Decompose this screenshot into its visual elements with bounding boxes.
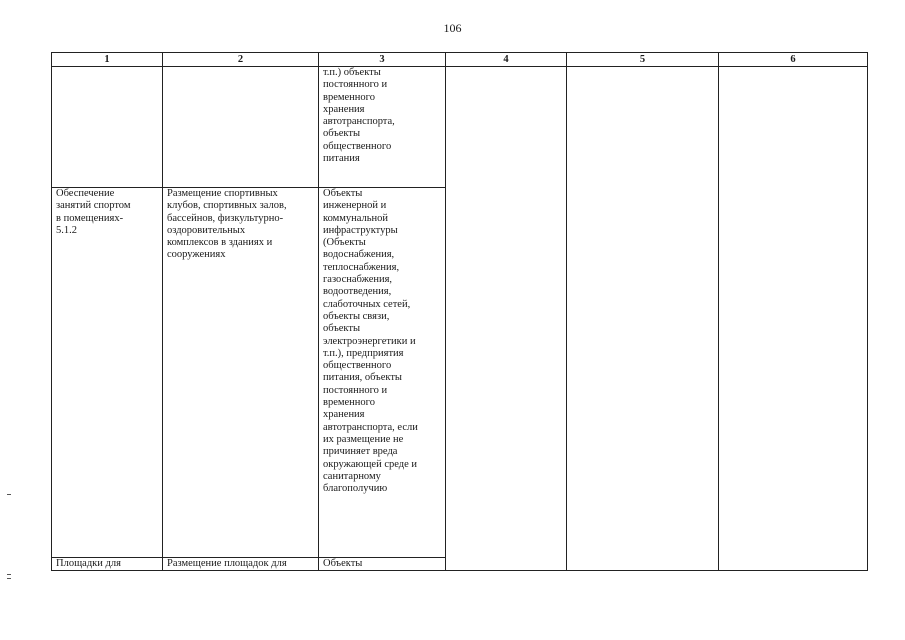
page-number: 106: [443, 21, 462, 35]
column-header: 6: [719, 53, 868, 67]
table-cell: Размещение спортивных клубов, спортивных залов, бассейнов, физкультурно- оздоровительных комплексов в зданиях и сооружениях: [163, 188, 319, 558]
table-cell: Обеспечение занятий спортом в помещениях- 5.1.2: [52, 188, 163, 558]
column-header: 5: [567, 53, 719, 67]
table-row: [52, 67, 868, 188]
table-cell: [567, 67, 719, 571]
table-cell: т.п.) объекты постоянного и временного хранения автотранспорта, объекты общественного питания: [319, 67, 446, 188]
table-cell: Объекты инженерной и коммунальной инфраструктуры (Объекты водоснабжения, теплоснабжения, газоснабжения, водоотведения, слаботочных сетей, объекты связи, объекты электроэнергетики и т.п.), предприятия общественного питания, объекты постоянного и временного хранения автотранспорта, если их размещение не причиняет вреда окружающей среде и санитарному благополучию: [319, 188, 446, 558]
column-header: 4: [446, 53, 567, 67]
table-cell: [52, 67, 163, 188]
land-use-table: [51, 52, 868, 571]
table-header-row: [52, 53, 868, 67]
table-cell: Размещение площадок для: [163, 558, 319, 571]
scan-mark: [7, 494, 11, 495]
scan-mark: [7, 574, 11, 575]
table-cell: [446, 67, 567, 571]
table-cell: Площадки для: [52, 558, 163, 571]
column-header: 2: [163, 53, 319, 67]
table-cell: Объекты: [319, 558, 446, 571]
column-header: 3: [319, 53, 446, 67]
table-cell: [163, 67, 319, 188]
scan-mark: [7, 578, 11, 579]
column-header: 1: [52, 53, 163, 67]
table-cell: [719, 67, 868, 571]
